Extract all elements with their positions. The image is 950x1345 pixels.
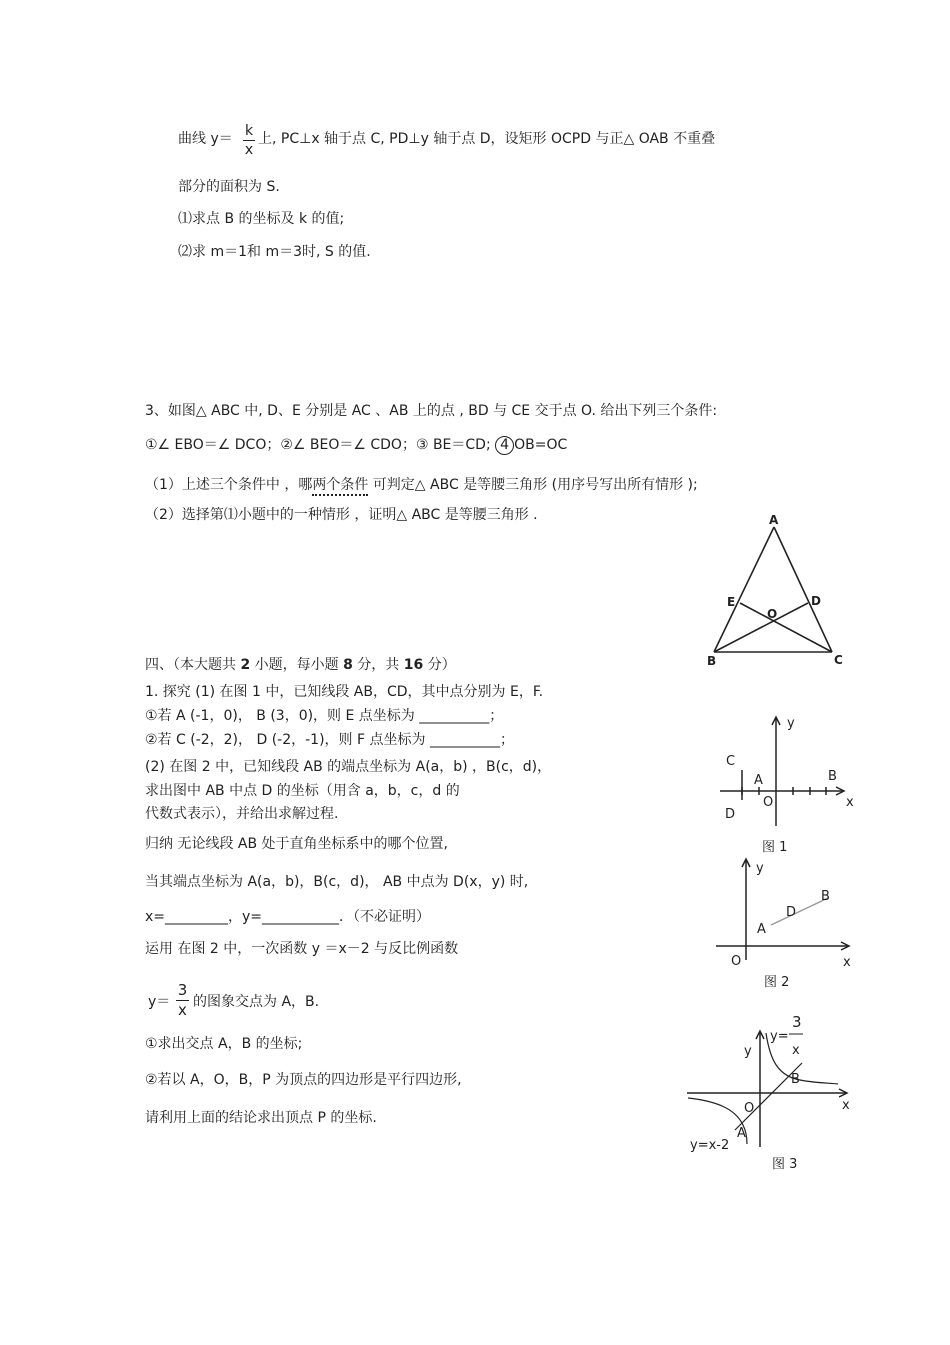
fig3-label-yeq: y= xyxy=(770,1029,789,1044)
condition-4-circle: 4 xyxy=(495,436,514,455)
fig3-frac-num: 3 xyxy=(792,1013,802,1031)
header-total: 16 xyxy=(403,657,424,673)
fig1-label-y: y xyxy=(787,716,795,731)
label-O: O xyxy=(767,607,778,621)
explore-line14: 请利用上面的结论求出顶点 P 的坐标. xyxy=(145,1110,377,1126)
header-points-each: 8 xyxy=(343,657,353,673)
prob3-stem: 3、如图△ ABC 中, D、E 分别是 AC 、AB 上的点 , BD 与 CE 交于点 O. 给出下列三个条件: xyxy=(145,403,718,419)
fig1-label-O: O xyxy=(763,795,774,810)
fig2-label-A: A xyxy=(757,922,766,937)
fig3-label-A: A xyxy=(737,1126,746,1141)
label-D: D xyxy=(811,594,821,608)
prob2-line2: 部分的面积为 S. xyxy=(178,179,280,195)
prob2-line1-b: 上, PC⊥x 轴于点 C, PD⊥y 轴于点 D，设矩形 OCPD 与正△ OAB 不重叠 xyxy=(258,131,716,147)
q1-part-a: （1）上述三个条件中 ，哪 xyxy=(145,477,313,493)
explore-line12: ①求出交点 A，B 的坐标; xyxy=(145,1036,303,1052)
prob3-question2: （2）选择第⑴小题中的一种情形 ，证明△ ABC 是等腰三角形 . xyxy=(145,507,538,523)
header-part-c: 分，共 xyxy=(352,657,404,673)
explore-line1: 1. 探究 (1) 在图 1 中，已知线段 AB，CD，其中点分别为 E，F. xyxy=(145,684,544,700)
fig3-label-B: B xyxy=(791,1072,800,1087)
fig2-label-D: D xyxy=(786,905,797,920)
fig1-label-B: B xyxy=(828,769,837,784)
fig3-label-x: x xyxy=(842,1098,850,1113)
explore-line2: ①若 A (-1，0)， B (3，0)，则 E 点坐标为 __________； xyxy=(145,708,504,724)
explore-line4: (2) 在图 2 中，已知线段 AB 的端点坐标为 A(a，b) ，B(c，d)， xyxy=(145,759,552,775)
fig3-caption: 图 3 xyxy=(772,1157,798,1172)
fraction-numerator: k xyxy=(244,123,254,139)
q1-part-b: 可判定△ ABC 是等腰三角形 (用序号写出所有情形 ); xyxy=(368,477,698,493)
fig1-label-x: x xyxy=(846,795,854,810)
fig1-label-A: A xyxy=(754,773,763,788)
header-part-b: 小题，每小题 xyxy=(250,657,344,673)
fraction-numerator: 3 xyxy=(177,981,188,999)
fig1-label-C: C xyxy=(726,754,736,769)
header-part-a: 四、（本大题共 xyxy=(145,657,241,673)
label-E: E xyxy=(727,595,736,609)
explore-line7: 归纳 无论线段 AB 处于直角坐标系中的哪个位置, xyxy=(145,836,448,852)
explore-line10: 运用 在图 2 中，一次函数 y ＝x－2 与反比例函数 xyxy=(145,941,459,957)
fig3-frac-den: x xyxy=(792,1043,800,1058)
explore-frac-lhs: y＝ xyxy=(148,994,171,1010)
fig2-label-B: B xyxy=(821,889,830,904)
header-count: 2 xyxy=(240,657,251,673)
fraction-denominator: x xyxy=(178,1001,187,1019)
fig3-label-y: y xyxy=(744,1044,752,1059)
fig1-caption: 图 1 xyxy=(762,840,788,855)
fraction-denominator: x xyxy=(244,142,254,158)
condition-4-text: OB=OC xyxy=(514,437,568,453)
header-part-d: 分） xyxy=(423,657,456,673)
explore-line13: ②若以 A，O，B，P 为顶点的四边形是平行四边形, xyxy=(145,1072,462,1088)
fig3-line-label: y=x-2 xyxy=(690,1138,730,1153)
fig2-label-O: O xyxy=(731,954,742,969)
conditions-1-3: ①∠ EBO＝∠ DCO；②∠ BEO＝∠ CDO；③ BE＝CD; xyxy=(145,437,491,453)
fig2-caption: 图 2 xyxy=(764,975,790,990)
fig1-label-D: D xyxy=(725,807,736,822)
prob2-question2: ⑵求 m＝1和 m＝3时, S 的值. xyxy=(178,244,371,260)
label-B: B xyxy=(707,654,717,668)
explore-line8: 当其端点坐标为 A(a，b)，B(c，d)， AB 中点为 D(x，y) 时, xyxy=(145,874,529,890)
explore-frac-rest: 的图象交点为 A，B. xyxy=(193,994,320,1010)
q1-emphasis: 两个条件 xyxy=(312,477,368,496)
label-A: A xyxy=(769,513,779,527)
prob2-question1: ⑴求点 B 的坐标及 k 的值; xyxy=(178,211,345,227)
prob2-line1-a: 曲线 y＝ xyxy=(178,131,233,147)
label-C: C xyxy=(834,653,843,667)
fig2-label-x: x xyxy=(843,955,851,970)
explore-line9: x=_________，y=___________．（不必证明） xyxy=(145,909,431,925)
fig2-label-y: y xyxy=(756,861,764,876)
explore-line3: ②若 C (-2，2)， D (-2，-1)，则 F 点坐标为 __________； xyxy=(145,732,514,748)
fig3-label-O: O xyxy=(744,1101,755,1116)
explore-line5: 求出图中 AB 中点 D 的坐标（用含 a，b，c，d 的 xyxy=(145,783,460,799)
explore-line6: 代数式表示），并给出求解过程. xyxy=(145,806,339,822)
